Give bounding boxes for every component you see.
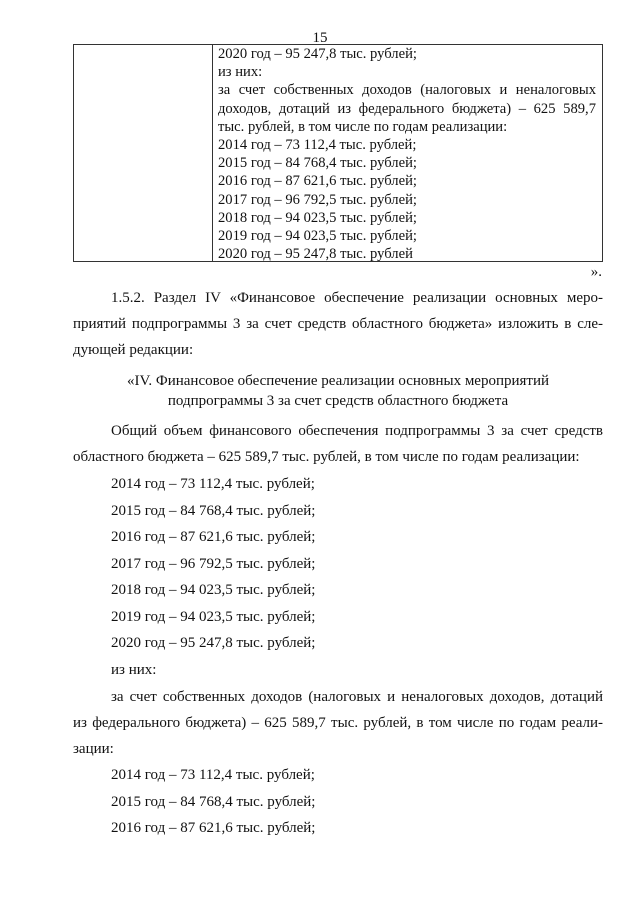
table-line: за счет собственных доходов (налоговых и неналоговых <box>218 82 596 99</box>
total-paragraph <box>73 418 603 470</box>
paragraph-line: 1.5.2. Раздел IV «Финансовое обеспечение реализации основных меро- <box>111 290 603 306</box>
list-item: 2014 год – 73 112,4 тыс. рублей; <box>111 476 315 492</box>
section-heading <box>73 371 603 411</box>
year-list-b <box>111 762 315 842</box>
heading-line-1: «IV. Финансовое обеспечение реализации основных мероприятий <box>126 373 550 389</box>
list-item: 2014 год – 73 112,4 тыс. рублей; <box>111 767 315 783</box>
table-line: 2016 год – 87 621,6 тыс. рублей; <box>218 173 417 190</box>
table-line: 2014 год – 73 112,4 тыс. рублей; <box>218 137 417 154</box>
table-line: 2017 год – 96 792,5 тыс. рублей; <box>218 191 417 208</box>
table-left-cell <box>74 45 213 261</box>
table-line: из них: <box>218 64 263 81</box>
paragraph-line: зации: <box>73 741 114 757</box>
heading-line-2: подпрограммы 3 за счет средств областного бюджета <box>167 393 509 409</box>
table-line: 2018 год – 94 023,5 тыс. рублей; <box>218 209 417 226</box>
list-item: 2015 год – 84 768,4 тыс. рублей; <box>111 793 316 810</box>
paragraph-line: из федерального бюджета) – 625 589,7 тыс. рублей, в том числе по годам реали- <box>73 715 603 731</box>
section-paragraph <box>73 285 603 363</box>
paragraph-line: областного бюджета – 625 589,7 тыс. рублей, в том числе по годам реализации: <box>73 449 580 465</box>
paragraph-line: дующей редакции: <box>73 342 194 358</box>
table-line: 2020 год – 95 247,8 тыс. рублей <box>218 246 413 263</box>
list-item: 2016 год – 87 621,6 тыс. рублей; <box>111 820 316 836</box>
own-revenue-paragraph <box>73 684 603 762</box>
table-line: доходов, дотаций из федерального бюджета) – 625 589,7 <box>218 100 596 117</box>
paragraph-line: приятий подпрограммы 3 за счет средств областного бюджета» изложить в сле- <box>73 316 603 332</box>
list-item: 2015 год – 84 768,4 тыс. рублей; <box>111 502 316 519</box>
table-line: 2015 год – 84 768,4 тыс. рублей; <box>218 155 417 172</box>
list-item: 2016 год – 87 621,6 тыс. рублей; <box>111 529 316 545</box>
page-number: 15 <box>312 30 328 46</box>
list-item: из них: <box>111 661 157 678</box>
table-line: 2020 год – 95 247,8 тыс. рублей; <box>218 46 417 62</box>
year-list-a <box>111 471 315 683</box>
corner-mark: ' <box>624 0 626 7</box>
continuation-table <box>73 44 603 262</box>
close-quote: ». <box>590 264 602 280</box>
list-item: 2019 год – 94 023,5 тыс. рублей; <box>111 608 316 625</box>
paragraph-line: Общий объем финансового обеспечения подпрограммы 3 за счет средств <box>111 423 603 439</box>
list-item: 2018 год – 94 023,5 тыс. рублей; <box>111 582 316 598</box>
table-line: тыс. рублей, в том числе по годам реализации: <box>218 118 508 135</box>
list-item: 2017 год – 96 792,5 тыс. рублей; <box>111 555 316 572</box>
table-right-cell <box>218 45 596 263</box>
table-line: 2019 год – 94 023,5 тыс. рублей; <box>218 228 417 245</box>
list-item: 2020 год – 95 247,8 тыс. рублей; <box>111 635 316 651</box>
paragraph-line: за счет собственных доходов (налоговых и неналоговых доходов, дотаций <box>111 689 603 705</box>
